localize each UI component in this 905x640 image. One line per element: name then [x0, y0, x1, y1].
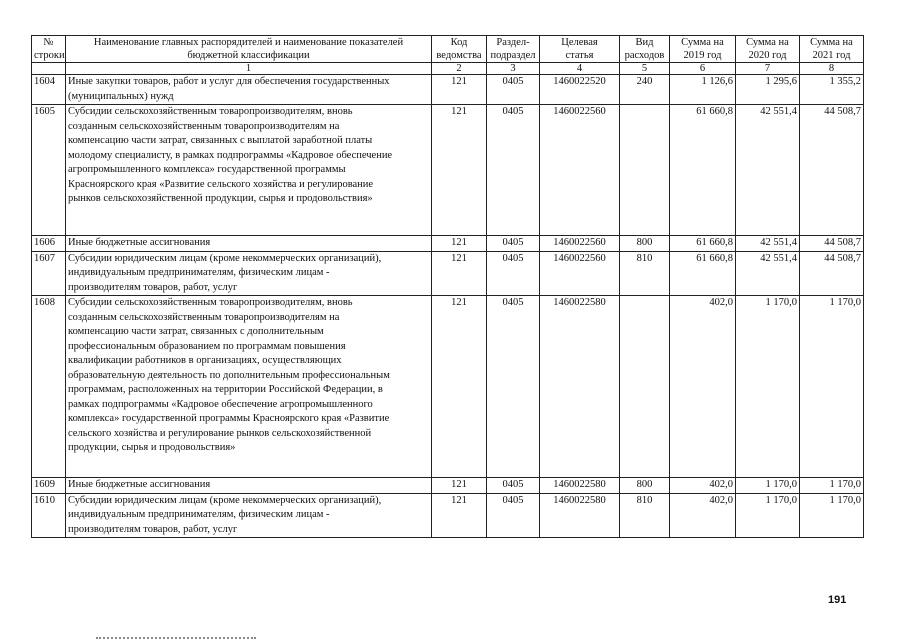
table-row [32, 296, 864, 478]
budget-table [31, 35, 864, 538]
sum-2020: 1 170,0 [736, 493, 800, 538]
row-name: Субсидии сельскохозяйственным товаропроизводителям, вновь созданным сельскохозяйственным товаропроизводителям на компенсацию части затрат, связанных с дополнительным профессиональным образованием по программам повышения квалификации работников в организациях, осуществляющих образовательную деятельность по дополнительным профессиональным программам, расположенных на территории Российской Федерации, в рамках подпрограммы «Кадровое обеспечение агропромышленного комплекса» государственной программы Красноярского края «Развитие сельского хозяйства и регулирование рынков сельскохозяйственной продукции, сырья и продовольствия» [66, 296, 432, 478]
sum-2019: 61 660,8 [670, 236, 736, 252]
section-code: 0405 [487, 236, 540, 252]
header-sum-2021: Сумма на 2021 год [800, 36, 864, 63]
department-code: 121 [432, 105, 487, 236]
section-code: 0405 [487, 478, 540, 494]
sum-2020: 42 551,4 [736, 251, 800, 296]
sum-2020: 1 170,0 [736, 296, 800, 478]
table-row [32, 105, 864, 236]
department-code: 121 [432, 75, 487, 105]
table-row [32, 75, 864, 105]
row-number: 1606 [32, 236, 66, 252]
section-code: 0405 [487, 296, 540, 478]
sum-2019: 61 660,8 [670, 105, 736, 236]
header-row-number: № строки [32, 36, 66, 63]
section-code: 0405 [487, 75, 540, 105]
sum-2020: 42 551,4 [736, 105, 800, 236]
sum-2019: 61 660,8 [670, 251, 736, 296]
department-code: 121 [432, 251, 487, 296]
expense-type-code: 800 [620, 478, 670, 494]
sum-2021: 1 170,0 [800, 493, 864, 538]
column-number: 3 [487, 63, 540, 75]
row-name: Иные закупки товаров, работ и услуг для обеспечения государственных (муниципальных) нужд [66, 75, 432, 105]
sum-2021: 44 508,7 [800, 251, 864, 296]
section-code: 0405 [487, 251, 540, 296]
department-code: 121 [432, 296, 487, 478]
sum-2020: 1 295,6 [736, 75, 800, 105]
section-code: 0405 [487, 105, 540, 236]
column-number: 6 [670, 63, 736, 75]
sum-2020: 42 551,4 [736, 236, 800, 252]
footer-divider [96, 637, 256, 639]
column-number: 7 [736, 63, 800, 75]
expense-type-code: 810 [620, 251, 670, 296]
row-name: Субсидии юридическим лицам (кроме некоммерческих организаций), индивидуальным предпринимателям, физическим лицам - производителям товаров, работ, услуг [66, 251, 432, 296]
row-number: 1608 [32, 296, 66, 478]
target-item-code: 1460022560 [540, 236, 620, 252]
expense-type-code: 810 [620, 493, 670, 538]
column-number: 8 [800, 63, 864, 75]
sum-2019: 1 126,6 [670, 75, 736, 105]
row-number: 1607 [32, 251, 66, 296]
target-item-code: 1460022520 [540, 75, 620, 105]
row-number: 1610 [32, 493, 66, 538]
sum-2019: 402,0 [670, 478, 736, 494]
expense-type-code: 240 [620, 75, 670, 105]
expense-type-code [620, 296, 670, 478]
target-item-code: 1460022580 [540, 493, 620, 538]
section-code: 0405 [487, 493, 540, 538]
row-number: 1609 [32, 478, 66, 494]
column-number: 5 [620, 63, 670, 75]
department-code: 121 [432, 493, 487, 538]
header-section: Раздел- подраздел [487, 36, 540, 63]
row-number: 1605 [32, 105, 66, 236]
sum-2019: 402,0 [670, 296, 736, 478]
page-number: 191 [828, 594, 847, 606]
table-row [32, 493, 864, 538]
header-target-item: Целевая статья [540, 36, 620, 63]
column-number: 2 [432, 63, 487, 75]
target-item-code: 1460022580 [540, 478, 620, 494]
sum-2021: 44 508,7 [800, 105, 864, 236]
table-row [32, 236, 864, 252]
column-number: 1 [66, 63, 432, 75]
sum-2021: 1 170,0 [800, 296, 864, 478]
sum-2021: 44 508,7 [800, 236, 864, 252]
department-code: 121 [432, 478, 487, 494]
target-item-code: 1460022580 [540, 296, 620, 478]
row-name: Субсидии юридическим лицам (кроме некоммерческих организаций), индивидуальным предпринимателям, физическим лицам - производителям товаров, работ, услуг [66, 493, 432, 538]
target-item-code: 1460022560 [540, 251, 620, 296]
target-item-code: 1460022560 [540, 105, 620, 236]
column-number [32, 63, 66, 75]
row-name: Иные бюджетные ассигнования [66, 236, 432, 252]
header-expense-type: Вид расходов [620, 36, 670, 63]
row-name: Субсидии сельскохозяйственным товаропроизводителям, вновь созданным сельскохозяйственным товаропроизводителям на компенсацию части затрат, связанных с выплатой заработной платы молодому специалисту, в рамках подпрограммы «Кадровое обеспечение агропромышленного комплекса» государственной программы Красноярского края «Развитие сельского хозяйства и регулирование рынков сельскохозяйственной продукции, сырья и продовольствия» [66, 105, 432, 236]
header-department-code: Код ведомства [432, 36, 487, 63]
table-row [32, 251, 864, 296]
header-sum-2020: Сумма на 2020 год [736, 36, 800, 63]
sum-2019: 402,0 [670, 493, 736, 538]
column-number-row [32, 63, 864, 75]
header-row [32, 36, 864, 63]
expense-type-code [620, 105, 670, 236]
header-name: Наименование главных распорядителей и наименование показателей бюджетной классификации [66, 36, 432, 63]
sum-2021: 1 170,0 [800, 478, 864, 494]
sum-2020: 1 170,0 [736, 478, 800, 494]
sum-2021: 1 355,2 [800, 75, 864, 105]
table-row [32, 478, 864, 494]
row-number: 1604 [32, 75, 66, 105]
expense-type-code: 800 [620, 236, 670, 252]
header-sum-2019: Сумма на 2019 год [670, 36, 736, 63]
column-number: 4 [540, 63, 620, 75]
row-name: Иные бюджетные ассигнования [66, 478, 432, 494]
department-code: 121 [432, 236, 487, 252]
